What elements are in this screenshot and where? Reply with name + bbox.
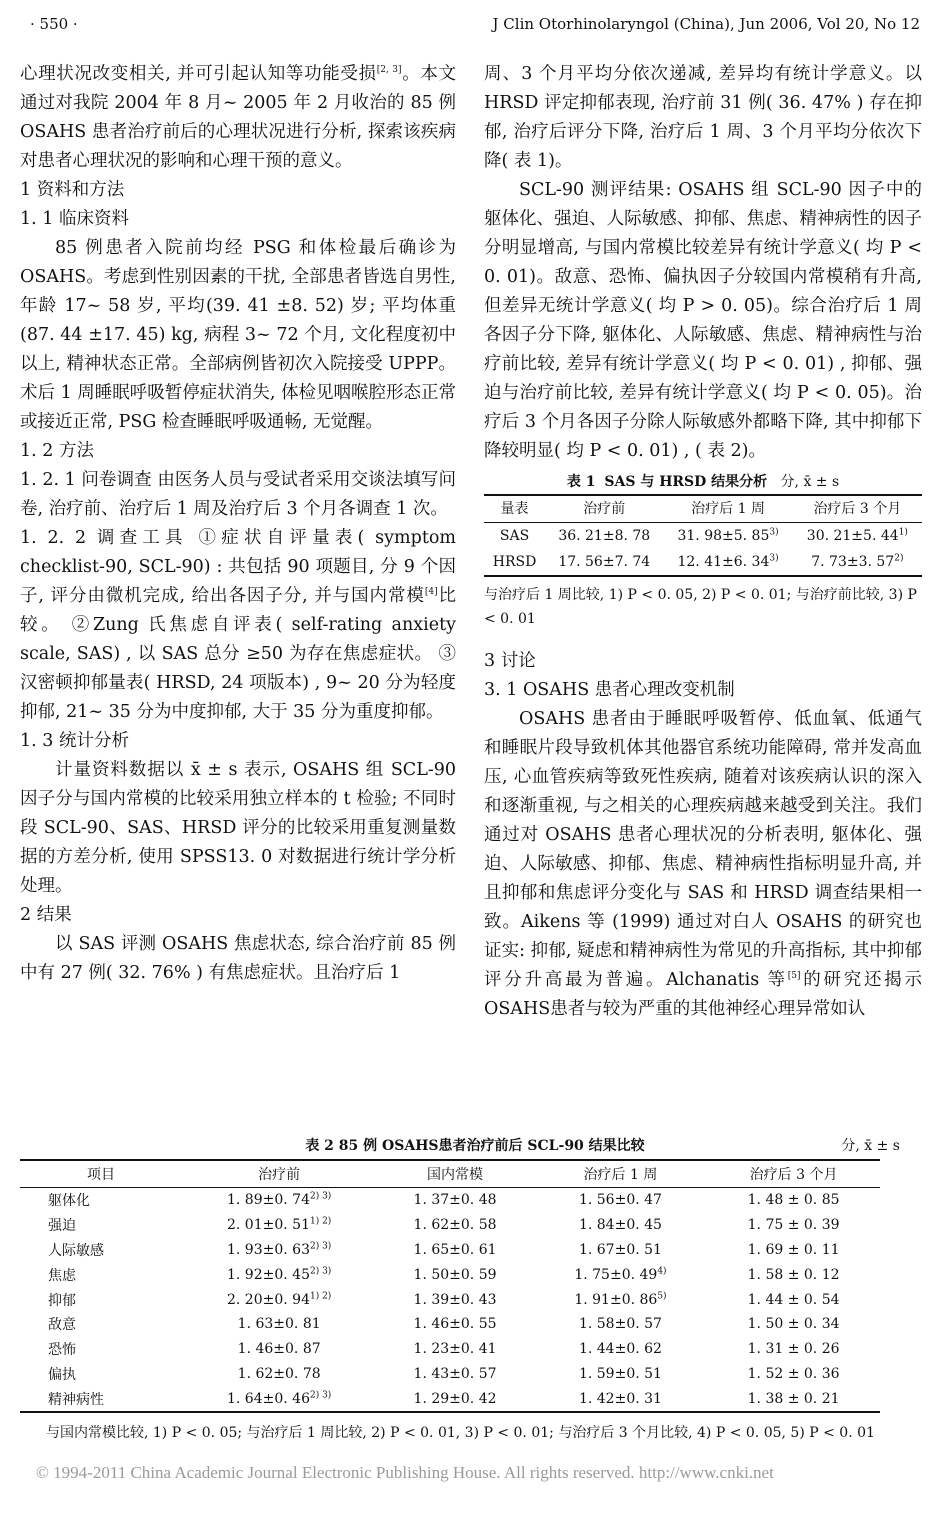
table2 (20, 1159, 880, 1413)
table1-header: 量表 (500, 501, 529, 517)
clinical-paragraph: 85 例患者入院前均经 PSG 和体检最后确诊为 OSAHS。考虑到性别因素的干扰, 全部患者皆选自男性, 年龄 17~ 58 岁, 平均(39. 41 ±8. 52) 岁; 平均体重(87. 44 ±17. 45) kg, 病程 3~ 72 个月, 文化程度初中以上, 精神状态正常。全部病例皆初次入院接受 UPPP。术后 1 周睡眠呼吸暂停症状消失, 体检见咽喉腔形态正常或接近正常, PSG 检查睡眠呼吸通畅, 无觉醒。 (20, 238, 456, 432)
results-paragraph: 以 SAS 评测 OSAHS 焦虑状态, 综合治疗前 85 例中有 27 例( 32. 76% ) 有焦虑症状。且治疗后 1 (20, 934, 456, 983)
table2-unit: 分, x̄ ± s (841, 1138, 900, 1154)
section-heading-results: 2 结果 (20, 905, 72, 925)
table-row: 躯体化 1. 89±0. $74^{2) 3)}$ 1. 37±0. 48 1. 56±0. 47 1. 48 ± 0. 85 (48, 1191, 840, 1210)
table-row: 精神病性 1. 64±0. $46^{2) 3)}$ 1. 29±0. 42 1. 42±0. 31 1. 38 ± 0. 21 (48, 1390, 840, 1408)
discussion-paragraph: OSAHS 患者由于睡眠呼吸暂停、低血氧、低通气和睡眠片段导致机体其他器官系统功能障碍, 常并发高血压, 心血管疾病等致死性疾病, 随着对该疾病认识的深入和逐渐重视, 与之相关的心理疾病越来越受到关注。我们通过对 OSAHS 患者心理状况的分析表明, 躯体化、强迫、人际敏感、抑郁、焦虑、精神病性指标明显升高, 并且抑郁和焦虑评分变化与 SAS 和 HRSD 调查结果相一致。Aikens 等 (1999) 通过对白人 OSAHS 的研究也证实: 抑郁, 疑虑和精神病性为常见的升高指标, 其中抑郁评分升高最为普遍。Alchanatis 等[5]的研究还揭示 OSAHS患者与较为严重的其他神经心理异常如认 (484, 709, 923, 1019)
table2-header: 治疗后 1 周 (583, 1167, 658, 1183)
table1-header: 治疗后 3 个月 (813, 501, 902, 517)
table1-note: 与治疗后 1 周比较, 1) P < 0. 05, 2) P < 0. 01; 与治疗前比较, 3) P < 0. 01 (484, 587, 917, 627)
table-row: 抑郁 2. 20±0. $94^{1) 2)}$ 1. 39±0. 43 1. 91±0. 86$^{5)}$ 1. 44 ± 0. 54 (48, 1290, 840, 1309)
scl90-results-paragraph: SCL-90 测评结果: OSAHS 组 SCL-90 因子中的躯体化、强迫、人际敏感、抑郁、焦虑、精神病性的因子分明显增高, 与国内常模比较差异有统计学意义( 均 P < 0. 01)。敌意、恐怖、偏执因子分较国内常模稍有升高, 但差异无统计学意义( 均 P > 0. 05)。综合治疗后 1 周各因子分下降, 躯体化、人际敏感、焦虑、精神病性与治疗前比较, 差异有统计学意义( 均 P < 0. 01) , 抑郁、强迫与治疗前比较, 差异有统计学意义( 均 P < 0. 05)。治疗后 3 个月各因子分除人际敏感外都略下降, 其中抑郁下降较明显( 均 P < 0. 01) , ( 表 2)。 (484, 180, 922, 461)
table2-header: 治疗前 (258, 1167, 301, 1183)
table-row: 焦虑 1. 92±0. $45^{2) 3)}$ 1. 50±0. 59 1. 75±0. 49$^{4)}$ 1. 58 ± 0. 12 (48, 1266, 840, 1284)
table2-caption: 表 2 85 例 OSAHS患者治疗前后 SCL-90 结果比较 分, x̄ ± s (20, 1133, 930, 1159)
table2-header: 国内常模 (427, 1167, 484, 1183)
table1-header: 治疗后 1 周 (691, 501, 765, 517)
right-column (484, 60, 922, 1024)
subsection-heading-stats: 1. 3 统计分析 (20, 731, 129, 751)
subsection-heading-mechanism: 3. 1 OSAHS 患者心理改变机制 (484, 680, 735, 700)
intro-paragraph: 心理状况改变相关, 并可引起认知等功能受损[2, 3]。本文通过对我院 2004 年 8 月~ 2005 年 2 月收治的 85 例 OSAHS 患者治疗前后的心理状况进行分析, 探索该疾病对患者心理状况的影响和心理干预的意义。 (20, 64, 457, 171)
subsection-heading-clinical: 1. 1 临床资料 (20, 209, 129, 229)
left-column (20, 60, 456, 988)
table2-header: 项目 (87, 1167, 115, 1183)
table2-header: 治疗后 3 个月 (749, 1167, 838, 1183)
table-row: 偏执 1. 62±0. 78 1. 43±0. 57 1. 59±0. 51 1. 52 ± 0. 36 (48, 1365, 840, 1383)
table2-block (20, 1133, 930, 1445)
table-row: SAS 36. 21±8. 78 31. 98±5. 85$^{3)}$ 30. 21±5. 44$^{1)}$ (499, 527, 908, 544)
table2-note: 与国内常模比较, 1) P < 0. 05; 与治疗后 1 周比较, 2) P < 0. 01, 3) P < 0. 01; 与治疗后 3 个月比较, 4) P < 0. 05, 5) P < 0. 01 (46, 1425, 875, 1442)
survey-paragraph: 1. 2. 1 问卷调查 由医务人员与受试者采用交谈法填写问卷, 治疗前、治疗后 1 周及治疗后 3 个月各调查 1 次。 (20, 470, 456, 519)
table-row: 人际敏感 1. 93±0. $63^{2) 3)}$ 1. 65±0. 61 1. 67±0. 51 1. 69 ± 0. 11 (48, 1241, 840, 1259)
copyright-footer: © 1994-2011 China Academic Journal Electronic Publishing House. All rights reserved. http://www.cnki.net (36, 1463, 774, 1482)
table-row: HRSD 17. 56±7. 74 12. 41±6. 34$^{3)}$ 7. 73±3. 57$^{2)}$ (492, 553, 904, 570)
page-number: · 550 · (30, 15, 78, 33)
tools-paragraph: 1. 2. 2 调查工具 ①症状自评量表( symptom checklist-90, SCL-90) : 共包括 90 项题目, 分 9 个因子, 评分由微机完成, 给出各因子分, 并与国内常模[4]比较。 ②Zung 氏焦虑自评表( self-rating anxiety scale, SAS) , 以 SAS 总分 ≥50 为存在焦虑症状。 ③汉密顿抑郁量表( HRSD, 24 项版本) , 9~ 20 分为轻度抑郁, 21~ 35 分为中度抑郁, 大于 35 分为重度抑郁。 (20, 528, 457, 722)
table-row: 强迫 2. 01±0. $51^{1) 2)}$ 1. 62±0. 58 1. 84±0. 45 1. 75 ± 0. 39 (48, 1216, 840, 1235)
table1-header: 治疗前 (583, 501, 626, 517)
results-continued-paragraph: 周、3 个月平均分依次递减, 差异均有统计学意义。以 HRSD 评定抑郁表现, 治疗前 31 例( 36. 47% ) 存在抑郁, 治疗后评分下降, 治疗后 1 周、3 个月平均分依次下降( 表 1)。 (484, 64, 922, 171)
stats-paragraph: 计量资料数据以 x̄ ± s 表示, OSAHS 组 SCL-90 因子分与国内常模的比较采用独立样本的 t 检验; 不同时段 SCL-90、SAS、HRSD 评分的比较采用重复测量数据的方差分析, 使用 SPSS13. 0 对数据进行统计学分析处理。 (20, 760, 456, 896)
section-heading-methods: 1 资料和方法 (20, 180, 125, 200)
table-row: 敌意 1. 63±0. 81 1. 46±0. 55 1. 58±0. 57 1. 50 ± 0. 34 (48, 1316, 840, 1334)
table1 (484, 494, 922, 577)
journal-header: J Clin Otorhinolaryngol (China), Jun 2006, Vol 20, No 12 (492, 15, 920, 33)
table-row: 恐怖 1. 46±0. 87 1. 23±0. 41 1. 44±0. 62 1. 31 ± 0. 26 (48, 1341, 840, 1359)
subsection-heading-method: 1. 2 方法 (20, 441, 94, 461)
table1-caption: 表 1 SAS 与 HRSD 结果分析 分, x̄ ± s (566, 474, 840, 490)
section-heading-discussion: 3 讨论 (484, 651, 536, 671)
